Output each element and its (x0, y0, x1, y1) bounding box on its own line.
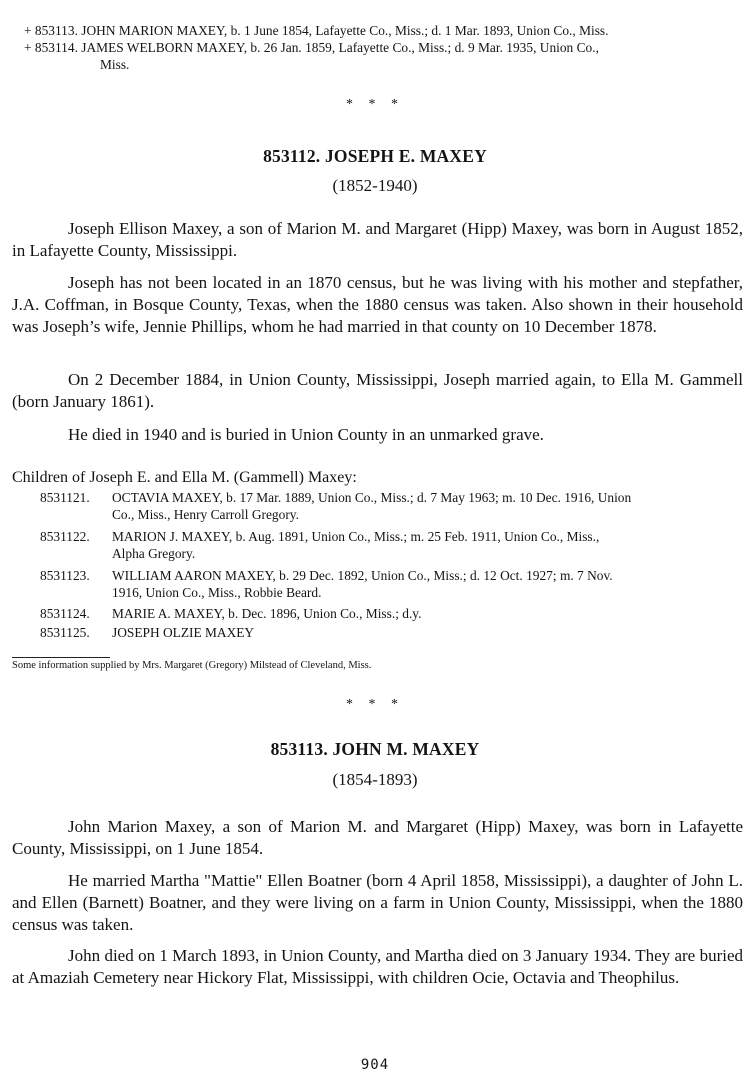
child-number: 8531123. (40, 568, 90, 583)
footnote: Some information supplied by Mrs. Margaret (Gregory) Milstead of Cleveland, Miss. (12, 660, 372, 671)
section-heading: 853113. JOHN M. MAXEY (270, 739, 480, 759)
entry-text: JAMES WELBORN MAXEY, b. 26 Jan. 1859, Lafayette Co., Miss.; d. 9 Mar. 1935, Union Co., (81, 40, 599, 55)
paragraph: Joseph Ellison Maxey, a son of Marion M. and Margaret (Hipp) Maxey, was born in August 1852, in Lafayette County, Mississippi. (12, 219, 743, 260)
child-continuation: Alpha Gregory. (112, 546, 196, 561)
child-number: 8531122. (40, 529, 90, 544)
list-item (40, 567, 743, 601)
list-item (40, 528, 743, 562)
paragraph: John Marion Maxey, a son of Marion M. and Margaret (Hipp) Maxey, was born in Lafayette County, Mississippi, on 1 June 1854. (12, 817, 743, 858)
child-text: WILLIAM AARON MAXEY, b. 29 Dec. 1892, Union Co., Miss.; d. 12 Oct. 1927; m. 7 Nov. (112, 568, 613, 583)
child-text: MARIE A. MAXEY, b. Dec. 1896, Union Co., Miss.; d.y. (112, 606, 422, 621)
section-dates: (1852-1940) (332, 176, 418, 195)
entry-text: JOHN MARION MAXEY, b. 1 June 1854, Lafayette Co., Miss.; d. 1 Mar. 1893, Union Co., Miss. (81, 23, 609, 38)
page-number: 904 (360, 1057, 390, 1073)
section-separator: * * * (346, 97, 404, 112)
child-text: JOSEPH OLZIE MAXEY (112, 625, 255, 640)
section-dates: (1854-1893) (332, 770, 418, 789)
list-item (24, 22, 744, 39)
list-item (24, 39, 744, 73)
paragraph: On 2 December 1884, in Union County, Mississippi, Joseph married again, to Ella M. Gammell (born January 1861). (12, 370, 743, 411)
children-heading: Children of Joseph E. and Ella M. (Gammell) Maxey: (12, 469, 357, 486)
child-number: 8531121. (40, 490, 90, 505)
list-item (40, 605, 743, 622)
section-heading: 853112. JOSEPH E. MAXEY (263, 146, 487, 166)
child-text: OCTAVIA MAXEY, b. 17 Mar. 1889, Union Co., Miss.; d. 7 May 1963; m. 10 Dec. 1916, Union (112, 490, 632, 505)
section-separator: * * * (346, 697, 404, 712)
child-continuation: 1916, Union Co., Miss., Robbie Beard. (112, 585, 322, 600)
paragraph: He died in 1940 and is buried in Union County in an unmarked grave. (68, 425, 544, 444)
child-text: MARION J. MAXEY, b. Aug. 1891, Union Co., Miss.; m. 25 Feb. 1911, Union Co., Miss., (112, 529, 600, 544)
child-continuation: Co., Miss., Henry Carroll Gregory. (112, 507, 299, 522)
entry-number: + 853114. (24, 40, 78, 55)
paragraph: Joseph has not been located in an 1870 census, but he was living with his mother and stepfather, J.A. Coffman, in Bosque County, Texas, when the 1880 census was taken. Also shown in their household was Joseph’s wife, Jennie Phillips, whom he had married in that county on 10 December 1878. (12, 273, 743, 336)
child-number: 8531125. (40, 625, 90, 640)
list-item (40, 489, 743, 523)
list-item (40, 624, 743, 641)
entry-number: + 853113. (24, 23, 78, 38)
entry-continuation: Miss. (100, 57, 130, 72)
child-number: 8531124. (40, 606, 90, 621)
paragraph: He married Martha "Mattie" Ellen Boatner (born 4 April 1858, Mississippi), a daughter of John L. and Ellen (Barnett) Boatner, and they were living on a farm in Union County, Mississippi, when the 1880 census was taken. (12, 871, 743, 934)
paragraph: John died on 1 March 1893, in Union County, and Martha died on 3 January 1934. They are buried at Amaziah Cemetery near Hickory Flat, Mississippi, with children Ocie, Octavia and Theophilus. (12, 946, 743, 987)
footnote-rule (12, 657, 110, 658)
